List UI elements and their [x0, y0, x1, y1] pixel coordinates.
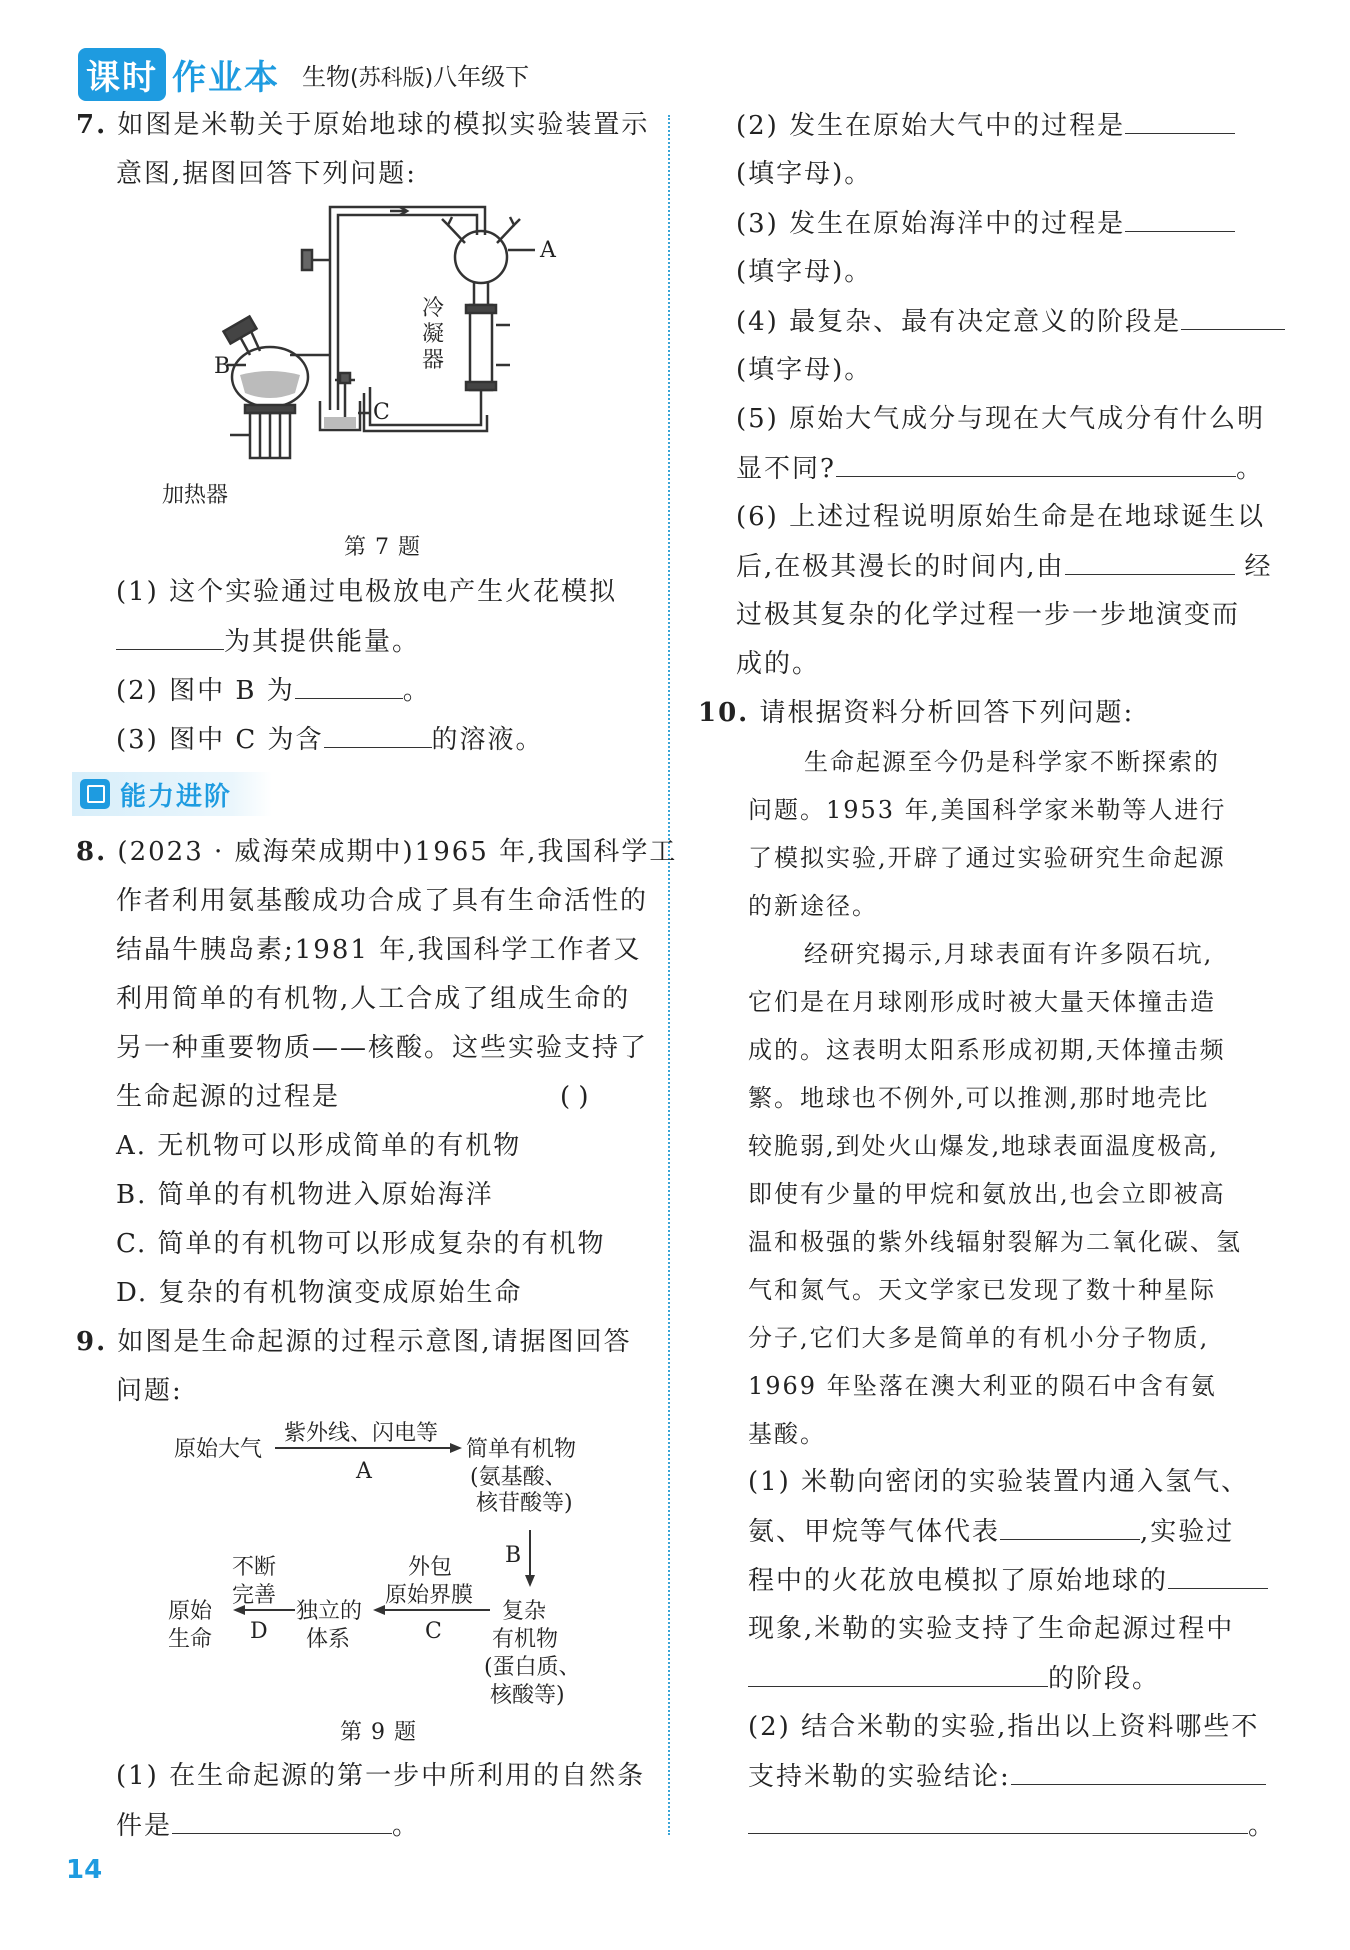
q8-number: 8. — [76, 837, 108, 867]
brand-logo — [78, 48, 280, 101]
answer-blank[interactable] — [1125, 203, 1235, 232]
q10-number: 10. — [698, 698, 750, 728]
q8-answer-paren[interactable]: ( ) — [560, 1082, 589, 1112]
q7-p3-text: (3) 图中 C 为含 — [116, 725, 324, 755]
arrow-b-label: B — [505, 1543, 522, 1568]
q10-material2-line5: 较脆弱,到处火山爆发,地球表面温度极高, — [748, 1132, 1219, 1160]
q10-p2-line1: (2) 结合米勒的实验,指出以上资料哪些不 — [748, 1712, 1260, 1742]
q9-p6-line1: (6) 上述过程说明原始生命是在地球诞生以 — [736, 502, 1266, 532]
q8-line3: 结晶牛胰岛素;1981 年,我国科学工作者又 — [116, 935, 642, 965]
q7-p2-text: (2) 图中 B 为 — [116, 676, 295, 706]
q9-p1-line2 — [116, 1805, 420, 1846]
q8-line1 — [76, 832, 677, 872]
grade: 八年级下 — [433, 62, 530, 91]
q10-p2-end: 。 — [1248, 1811, 1277, 1841]
node-life: 原始 — [168, 1599, 213, 1624]
q9-p5-line1: (5) 原始大气成分与现在大气成分有什么明 — [736, 404, 1266, 434]
pencil-box-icon — [80, 779, 110, 809]
q10-material2-line9: 分子,它们大多是简单的有机小分子物质, — [748, 1324, 1210, 1352]
arrow-a-condition: 紫外线、闪电等 — [284, 1421, 439, 1446]
q7-p2-line — [116, 670, 431, 711]
arrow-c-condition: 外包 — [408, 1555, 453, 1580]
answer-blank[interactable] — [172, 1805, 392, 1834]
node-complex-organics-4: 核酸等) — [490, 1683, 565, 1708]
answer-blank[interactable] — [1065, 546, 1235, 575]
header — [78, 48, 529, 100]
q9-p6-text2: 经 — [1244, 552, 1273, 582]
q9-p1-line1: (1) 在生命起源的第一步中所利用的自然条 — [116, 1761, 646, 1791]
node-simple-organics: 简单有机物 — [466, 1437, 577, 1462]
answer-blank[interactable] — [295, 670, 403, 699]
q10-p1-line1: (1) 米勒向密闭的实验装置内通入氢气、 — [748, 1467, 1250, 1497]
section-banner — [72, 772, 272, 816]
q10-material2-line10: 1969 年坠落在澳大利亚的陨石中含有氨 — [748, 1372, 1217, 1400]
answer-blank[interactable] — [1000, 1511, 1140, 1540]
subject-title — [302, 57, 529, 92]
node-system: 独立的 — [296, 1599, 363, 1624]
q9-p2-line1 — [736, 105, 1235, 146]
q7-apparatus-diagram — [162, 195, 580, 540]
q10-p1-text3: 程中的火花放电模拟了原始地球的 — [748, 1566, 1169, 1596]
q10-material2-line1: 经研究揭示,月球表面有许多陨石坑, — [804, 940, 1214, 968]
q10-p1-line3 — [748, 1560, 1268, 1601]
q10-material1-line2: 问题。1953 年,美国科学家米勒等人进行 — [748, 796, 1227, 824]
node-complex-organics-3: (蛋白质、 — [484, 1655, 581, 1680]
q7-stem-line2: 意图,据图回答下列问题: — [116, 159, 418, 189]
q10-p1-line4: 现象,米勒的实验支持了生命起源过程中 — [748, 1614, 1235, 1644]
q10-material1-line4: 的新途径。 — [748, 892, 878, 920]
q8-line6: 生命起源的过程是 — [116, 1082, 341, 1112]
arrow-d-condition: 不断 — [232, 1555, 277, 1580]
q10-p1-end: 的阶段。 — [1048, 1664, 1161, 1694]
page-number: 14 — [66, 1855, 103, 1885]
q9-p6-line4: 成的。 — [736, 649, 821, 679]
node-complex-organics: 复杂 — [502, 1599, 547, 1624]
arrow-a-label: A — [356, 1459, 372, 1484]
q8-option-a[interactable]: A. 无机物可以形成简单的有机物 — [116, 1131, 522, 1161]
q8-option-b[interactable]: B. 简单的有机物进入原始海洋 — [116, 1180, 494, 1210]
node-life-2: 生命 — [168, 1627, 213, 1652]
q9-process-diagram — [160, 1410, 600, 1725]
brand-name: 作业本 — [172, 57, 280, 98]
q7-p2-end: 。 — [402, 676, 431, 706]
answer-blank[interactable] — [116, 621, 224, 650]
q8-text1: (2023 · 威海荣成期中)1965 年,我国科学工 — [117, 837, 678, 867]
answer-blank[interactable] — [748, 1805, 1248, 1834]
column-divider — [668, 115, 670, 1835]
label-condenser-1: 冷 — [422, 296, 445, 321]
q10-p1-line2 — [748, 1511, 1234, 1552]
subject-name: 生物 — [302, 62, 350, 91]
q9-p4-line1 — [736, 301, 1285, 342]
answer-blank[interactable] — [1125, 105, 1235, 134]
node-complex-organics-2: 有机物 — [492, 1627, 559, 1652]
label-b: B — [214, 354, 231, 379]
q10-stem-line — [698, 693, 1134, 733]
label-condenser-3: 器 — [422, 348, 445, 373]
arrow-c-condition-2: 原始界膜 — [385, 1583, 474, 1608]
q8-line2: 作者利用氨基酸成功合成了具有生命活性的 — [116, 886, 649, 916]
q9-p5-line2 — [736, 448, 1264, 489]
publisher: (苏科版) — [350, 65, 434, 91]
answer-blank[interactable] — [836, 448, 1236, 477]
answer-blank[interactable] — [1168, 1560, 1268, 1589]
q10-p2-line2 — [748, 1756, 1266, 1797]
q10-material1-line3: 了模拟实验,开辟了通过实验研究生命起源 — [748, 844, 1226, 872]
q8-line4: 利用简单的有机物,人工合成了组成生命的 — [116, 984, 631, 1014]
node-atmosphere: 原始大气 — [174, 1437, 263, 1462]
q10-material2-line6: 即使有少量的甲烷和氨放出,也会立即被高 — [748, 1180, 1226, 1208]
q7-p3-line — [116, 719, 544, 760]
label-c: C — [373, 400, 390, 425]
brand-box: 课时 — [78, 48, 166, 101]
q9-p4-text: (4) 最复杂、最有决定意义的阶段是 — [736, 307, 1182, 337]
node-simple-organics-2: (氨基酸、 — [470, 1465, 567, 1490]
q9-p4-line2: (填字母)。 — [736, 355, 873, 385]
q9-p3-line1 — [736, 203, 1235, 244]
answer-blank[interactable] — [324, 719, 432, 748]
q10-material2-line3: 成的。这表明太阳系形成初期,天体撞击频 — [748, 1036, 1226, 1064]
q9-p5-end: 。 — [1235, 454, 1264, 484]
label-heater: 加热器 — [162, 483, 229, 508]
q7-caption: 第 7 题 — [344, 535, 421, 560]
q9-number: 9. — [76, 1327, 108, 1357]
q10-p1-text: 氨、甲烷等气体代表 — [748, 1517, 1001, 1547]
answer-blank[interactable] — [1011, 1756, 1266, 1785]
q10-p2-text: 支持米勒的实验结论: — [748, 1762, 1011, 1792]
label-condenser-2: 凝 — [422, 322, 445, 347]
label-a: A — [540, 238, 556, 263]
q9-p3-line2: (填字母)。 — [736, 257, 873, 287]
section-title: 能力进阶 — [120, 781, 233, 812]
node-simple-organics-3: 核苷酸等) — [476, 1491, 573, 1516]
q10-stem-text: 请根据资料分析回答下列问题: — [759, 698, 1135, 728]
q10-material2-line2: 它们是在月球刚形成时被大量天体撞击造 — [748, 988, 1216, 1016]
q7-stem-text1: 如图是米勒关于原始地球的模拟实验装置示 — [117, 110, 650, 140]
q10-material2-line8: 气和氮气。天文学家已发现了数十种星际 — [748, 1276, 1216, 1304]
q8-option-d[interactable]: D. 复杂的有机物演变成原始生命 — [116, 1278, 523, 1308]
q7-number: 7. — [76, 110, 108, 140]
answer-blank[interactable] — [748, 1658, 1048, 1687]
q9-p2-text: (2) 发生在原始大气中的过程是 — [736, 111, 1126, 141]
q7-stem-line1 — [76, 105, 649, 145]
q10-p1-line5 — [748, 1658, 1160, 1699]
q10-p2-line3 — [748, 1805, 1276, 1846]
q7-p1-line1: (1) 这个实验通过电极放电产生火花模拟 — [116, 577, 618, 607]
q9-p6-line3: 过极其复杂的化学过程一步一步地演变而 — [736, 600, 1241, 630]
q9-p6-line2 — [736, 546, 1273, 587]
q9-p1-text: 件是 — [116, 1811, 173, 1841]
arrow-d-label: D — [250, 1619, 268, 1644]
q10-p1-text2: ,实验过 — [1140, 1517, 1235, 1547]
q8-line5: 另一种重要物质——核酸。这些实验支持了 — [116, 1033, 649, 1063]
q8-option-c[interactable]: C. 简单的有机物可以形成复杂的有机物 — [116, 1229, 606, 1259]
q10-material2-line11: 基酸。 — [748, 1420, 826, 1448]
node-system-2: 体系 — [306, 1627, 351, 1652]
q7-p3-end: 的溶液。 — [431, 725, 544, 755]
q7-p1-text: 为其提供能量。 — [224, 627, 421, 657]
q9-p1-end: 。 — [392, 1811, 421, 1841]
q7-p1-line2 — [116, 621, 420, 662]
answer-blank[interactable] — [1181, 301, 1285, 330]
q9-text1: 如图是生命起源的过程示意图,请据图回答 — [117, 1327, 632, 1357]
q9-caption: 第 9 题 — [340, 1720, 417, 1745]
q10-material1-line1: 生命起源至今仍是科学家不断探索的 — [804, 748, 1220, 776]
arrow-c-label: C — [425, 1619, 442, 1644]
q9-p2-line2: (填字母)。 — [736, 159, 873, 189]
q9-p6-text: 后,在极其漫长的时间内,由 — [736, 552, 1065, 582]
q9-p3-text: (3) 发生在原始海洋中的过程是 — [736, 209, 1126, 239]
q10-material2-line4: 繁。地球也不例外,可以推测,那时地壳比 — [748, 1084, 1210, 1112]
q9-p5-text: 显不同? — [736, 454, 836, 484]
q10-material2-line7: 温和极强的紫外线辐射裂解为二氧化碳、氢 — [748, 1228, 1242, 1256]
q9-line2: 问题: — [116, 1376, 183, 1406]
arrow-d-condition-2: 完善 — [232, 1583, 277, 1608]
q9-line1 — [76, 1322, 632, 1362]
